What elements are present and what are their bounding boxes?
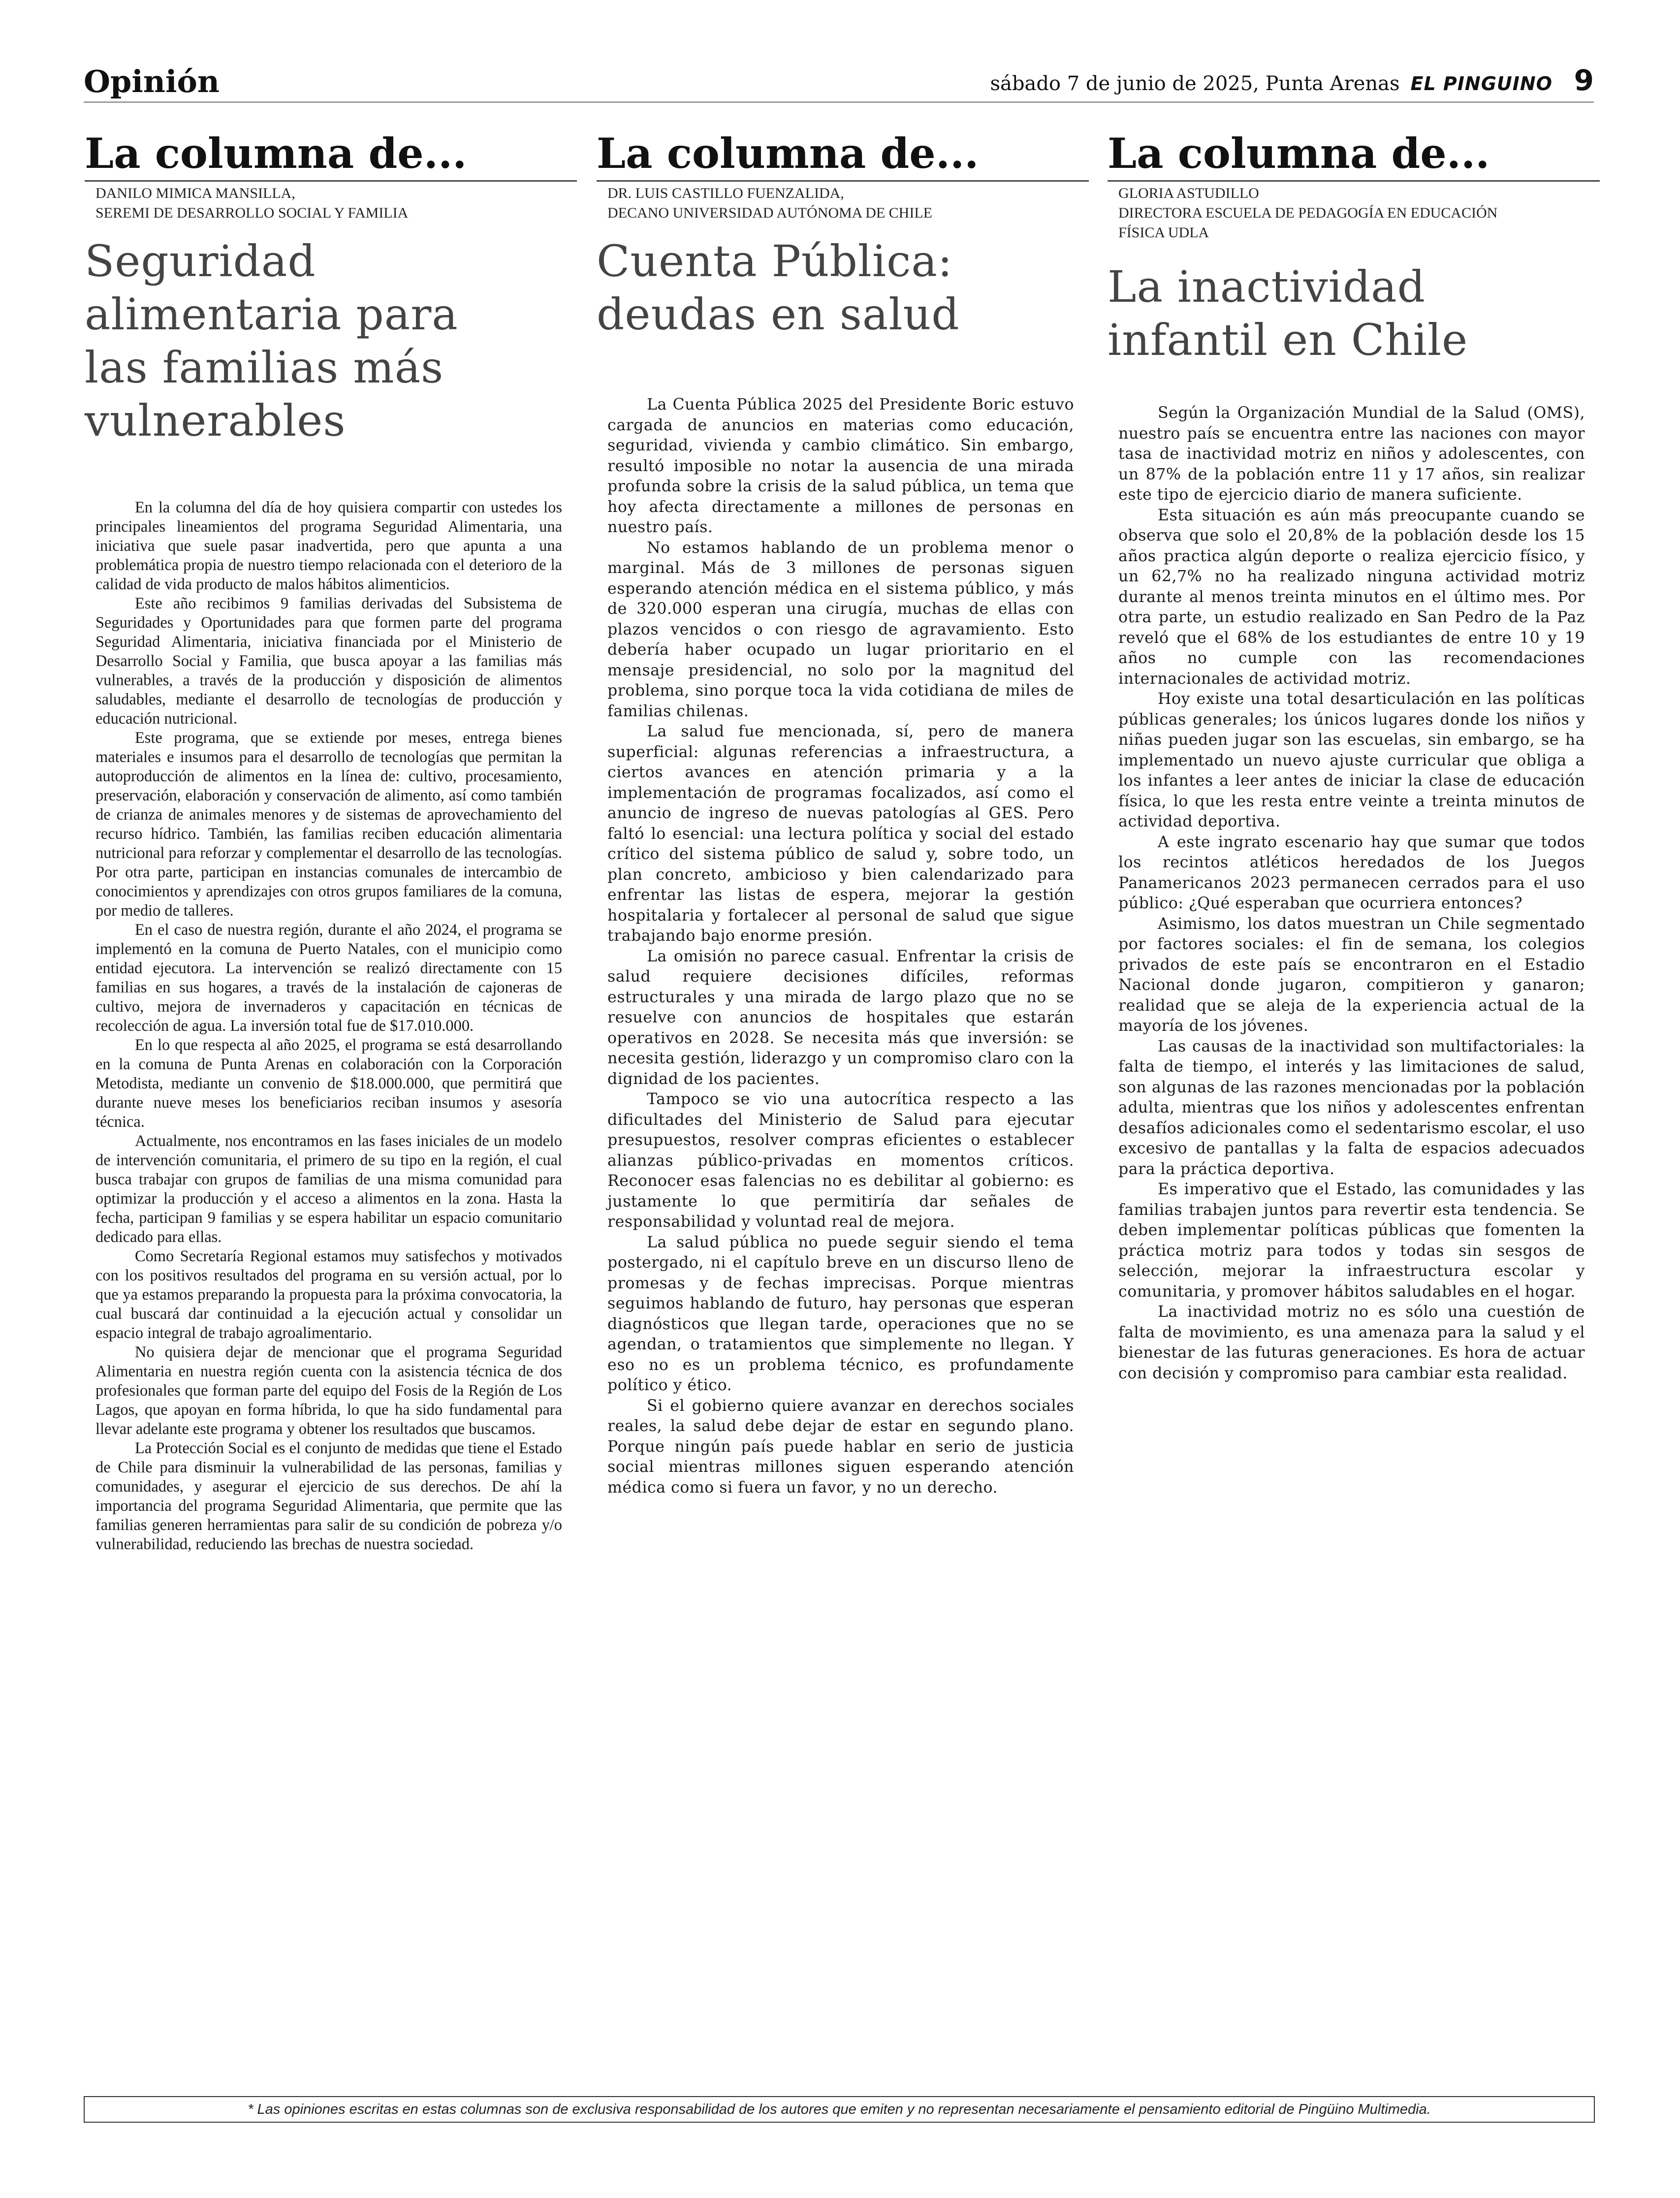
paragraph: Actualmente, nos encontramos en las fases iniciales de un modelo de intervención comunitaria, el primero de su tipo en la región, el cual busca trabajar con grupos de familias de una misma comunidad para optimizar la producción y el acceso a alimentos en la zona. Hasta la fecha, participan 9 familias y se espera habilitar un espacio comunitario dedicado para ellas.: [95, 1132, 562, 1246]
dateline: [990, 69, 1553, 98]
paragraph: En la columna del día de hoy quisiera compartir con ustedes los principales lineamientos del programa Seguridad Alimentaria, una iniciativa que suele pasar inadvertida, pero que apunta a una problemática propia de nuestro tiempo relacionada con el deterioro de la calidad de vida producto de malos hábitos alimenticios.: [95, 499, 562, 593]
title-line: las familias más: [85, 342, 444, 393]
author-role: FÍSICA UDLA: [1118, 224, 1209, 241]
article-title: [1108, 260, 1600, 367]
author-info: [597, 184, 1089, 223]
paragraph: No quisiera dejar de mencionar que el programa Seguridad Alimentaria en nuestra región cuenta con la asistencia técnica de dos profesionales que forman parte del equipo del Fosis de la Región de Los Lagos, que apoyan en forma híbrida, lo que ha sido fundamental para llevar adelante este programa y obtener los resultados que buscamos.: [95, 1343, 562, 1438]
title-line: Cuenta Pública:: [597, 236, 953, 287]
paragraph: Este programa, que se extiende por meses, entrega bienes materiales e insumos para el desarrollo de tecnologías que permitan la autoproducción de alimentos en la línea de: cultivo, procesamiento, preservación, elaboración y conservación de alimento, así como también de crianza de animales menores y de sistemas de aprovechamiento del recurso hídrico. También, las familias reciben educación alimentaria nutricional para reforzar y complementar el desarrollo de las tecnologías. Por otra parte, participan en instancias comunales de intercambio de conocimientos y aprendizajes con otros grupos familiares de la comuna, por medio de talleres.: [95, 729, 562, 920]
paragraph: Es imperativo que el Estado, las comunidades y las familias trabajen juntos para revertir esta tendencia. Se deben implementar políticas públicas que fomenten la práctica motriz para todos y todas sin sesgos de selección, mejorar la infraestructura escolar y comunitaria, y promover hábitos saludables en el hogar.: [1118, 1180, 1585, 1301]
paragraph: Este año recibimos 9 familias derivadas del Subsistema de Seguridades y Oportunidades para que formen parte del programa Seguridad Alimentaria, iniciativa financiada por el Ministerio de Desarrollo Social y Familia, que busca apoyar a las familias más vulnerables, a través de la producción y disposición de alimentos saludables, mediante el desarrollo de tecnologías de producción y educación nutricional.: [95, 595, 562, 728]
article-body: [95, 498, 562, 1554]
paragraph: En lo que respecta al año 2025, el programa se está desarrollando en la comuna de Punta Arenas en colaboración con la Corporación Metodista, mediante un convenio de $18.000.000, que permitirá que durante nueve meses los beneficiarios reciban insumos y asesoría técnica.: [95, 1036, 562, 1131]
column-heading: La columna de...: [597, 129, 1089, 182]
column-heading: La columna de...: [85, 129, 577, 182]
paragraph: Hoy existe una total desarticulación en las políticas públicas generales; los únicos lugares donde los niños y niñas pueden jugar son las escuelas, sin embargo, se ha implementado un nuevo ajuste curricular que obliga a los infantes a leer antes de iniciar la clase de educación física, lo que les resta entre veinte a treinta minutos de actividad deportiva.: [1118, 690, 1585, 830]
paragraph: La inactividad motriz no es sólo una cuestión de falta de movimiento, es una amenaza para la salud y el bienestar de las futuras generaciones. Es hora de actuar con decisión y compromiso para cambiar esta realidad.: [1118, 1303, 1585, 1382]
paragraph: La salud pública no puede seguir siendo el tema postergado, ni el capítulo breve en un discurso lleno de promesas y de fechas imprecisas. Porque mientras seguimos hablando de futuro, hay personas que esperan diagnósticos que llegan tarde, operaciones que no se agendan, o tratamientos que simplemente no llegan. Y eso no es un problema técnico, es profundamente político y ético.: [607, 1233, 1074, 1394]
column-heading: La columna de...: [1108, 129, 1600, 182]
section-title: Opinión: [84, 64, 220, 99]
column-1: [85, 129, 577, 1553]
paragraph: En el caso de nuestra región, durante el año 2024, el programa se implementó en la comuna de Puerto Natales, con el municipio como entidad ejecutora. La intervención se realizó directamente con 15 familias en sus hogares, a través de la instalación de cajoneras de cultivo, mejora de invernaderos y capacitación en técnicas de recolección de agua. La inversión total fue de $17.010.000.: [95, 921, 562, 1035]
editorial-disclaimer: * Las opiniones escritas en estas columnas son de exclusiva responsabilidad de los autores que emiten y no representan necesariamente el pensamiento editorial de Pingüino Multimedia.: [84, 2096, 1595, 2123]
author-role: SEREMI DE DESARROLLO SOCIAL Y FAMILIA: [95, 205, 409, 221]
publication-date: sábado 7 de junio de 2025, Punta Arenas: [990, 72, 1400, 95]
title-line: Seguridad: [85, 236, 316, 287]
newspaper-brand: EL PINGUINO: [1410, 73, 1553, 95]
column-3: [1108, 129, 1600, 1382]
paragraph: La Cuenta Pública 2025 del Presidente Boric estuvo cargada de anuncios en materias como educación, seguridad, vivienda y cambio climático. Sin embargo, resultó imposible no notar la ausencia de una mirada profunda sobre la crisis de la salud pública, un tema que hoy afecta directamente a millones de personas en nuestro país.: [607, 396, 1074, 536]
article-body: [1118, 403, 1585, 1384]
paragraph: La omisión no parece casual. Enfrentar la crisis de salud requiere decisiones difíciles, reformas estructurales y una mirada de largo plazo que no se resuelve con anuncios de hospitales que estarán operativos en 2028. Se necesita más que inversión: se necesita gestión, liderazgo y un compromiso claro con la dignidad de los pacientes.: [607, 947, 1074, 1088]
author-name: DANILO MIMICA MANSILLA,: [95, 185, 295, 201]
paragraph: Las causas de la inactividad son multifactoriales: la falta de tiempo, el interés y las limitaciones de salud, son algunas de las razones mencionadas por la población adulta, mientras que los niños y adolescentes enfrentan desafíos adicionales como el sedentarismo escolar, el uso excesivo de pantallas y la falta de espacios adecuados para la práctica deportiva.: [1118, 1037, 1585, 1178]
author-name: GLORIA ASTUDILLO: [1118, 185, 1259, 201]
article-title: [85, 235, 577, 447]
page-header: [84, 62, 1594, 103]
paragraph: La salud fue mencionada, sí, pero de manera superficial: algunas referencias a infraestructura, a ciertos avances en atención primaria y a la implementación de programas focalizados, así como el anuncio de ingreso de nuevas patologías al GES. Pero faltó lo esencial: una lectura política y social del estado crítico del sistema público de salud y, sobre todo, un plan concreto, ambicioso y bien calendarizado para enfrentar las listas de espera, mejorar la gestión hospitalaria y fortalecer al personal de salud que sigue trabajando bajo enorme presión.: [607, 723, 1074, 945]
article-body: [607, 395, 1074, 1498]
paragraph: Asimismo, los datos muestran un Chile segmentado por factores sociales: el fin de semana, los colegios privados de este país se encontraron en el Estadio Nacional donde jugaron, compitieron y ganaron; realidad que se aleja de la experiencia actual de la mayoría de los jóvenes.: [1118, 915, 1585, 1035]
author-info: [1108, 184, 1600, 243]
paragraph: La Protección Social es el conjunto de medidas que tiene el Estado de Chile para disminuir la vulnerabilidad de las personas, familias y comunidades, y asegurar el ejercicio de sus derechos. De ahí la importancia del programa Seguridad Alimentaria, que permite que las familias generen herramientas para salir de su condición de pobreza y/o vulnerabilidad, reduciendo las brechas de nuestra sociedad.: [95, 1439, 562, 1553]
author-name: DR. LUIS CASTILLO FUENZALIDA,: [607, 185, 844, 201]
paragraph: Esta situación es aún más preocupante cuando se observa que solo el 20,8% de la población desde los 15 años practica algún deporte o realiza ejercicio físico, y un 62,7% no ha realizado ninguna actividad motriz durante al menos treinta minutos en el último mes. Por otra parte, un estudio realizado en San Pedro de la Paz reveló que el 68% de los estudiantes de entre 10 y 19 años no cumple con las recomendaciones internacionales de actividad motriz.: [1118, 506, 1585, 688]
paragraph: No estamos hablando de un problema menor o marginal. Más de 3 millones de personas siguen esperando atención médica en el sistema público, y más de 320.000 esperan una cirugía, muchas de ellas con plazos vencidos o con riesgo de agravamiento. Esto debería haber ocupado un lugar prioritario en el mensaje presidencial, no solo por la magnitud del problema, sino porque toca la vida cotidiana de miles de familias chilenas.: [607, 539, 1074, 720]
title-line: La inactividad: [1108, 261, 1426, 312]
title-line: infantil en Chile: [1108, 315, 1468, 365]
title-line: alimentaria para: [85, 289, 458, 340]
title-line: vulnerables: [85, 395, 346, 446]
author-role: DECANO UNIVERSIDAD AUTÓNOMA DE CHILE: [607, 205, 932, 221]
paragraph: Según la Organización Mundial de la Salud (OMS), nuestro país se encuentra entre las naciones con mayor tasa de inactividad motriz en niños y adolescentes, con un 87% de la población entre 11 y 17 años, sin realizar este tipo de ejercicio diario de manera suficiente.: [1118, 404, 1585, 504]
title-line: deudas en salud: [597, 289, 960, 340]
paragraph: Como Secretaría Regional estamos muy satisfechos y motivados con los positivos resultados del programa en su versión actual, por lo que ya estamos preparando la propuesta para la próxima convocatoria, la cual buscará dar continuidad a la ejecución actual y consolidar un espacio integral de trabajo agroalimentario.: [95, 1247, 562, 1342]
column-2: [597, 129, 1089, 1497]
paragraph: Si el gobierno quiere avanzar en derechos sociales reales, la salud debe dejar de estar en segundo plano. Porque ningún país puede hablar en serio de justicia social mientras millones siguen esperando atención médica como si fuera un favor, y no un derecho.: [607, 1397, 1074, 1497]
author-role: DIRECTORA ESCUELA DE PEDAGOGÍA EN EDUCACIÓN: [1118, 205, 1498, 221]
page-number: 9: [1574, 64, 1594, 97]
paragraph: Tampoco se vio una autocrítica respecto a las dificultades del Ministerio de Salud para ejecutar presupuestos, resolver compras eficientes o establecer alianzas público-privadas en momentos críticos. Reconocer esas falencias no es debilitar al gobierno: es justamente lo que permitiría dar señales de responsabilidad y voluntad real de mejora.: [607, 1090, 1074, 1231]
paragraph: A este ingrato escenario hay que sumar que todos los recintos atléticos heredados de los Juegos Panamericanos 2023 permanecen cerrados para el uso público: ¿Qué esperaban que ocurriera entonces?: [1118, 833, 1585, 912]
article-title: [597, 235, 1089, 341]
author-info: [85, 184, 577, 223]
